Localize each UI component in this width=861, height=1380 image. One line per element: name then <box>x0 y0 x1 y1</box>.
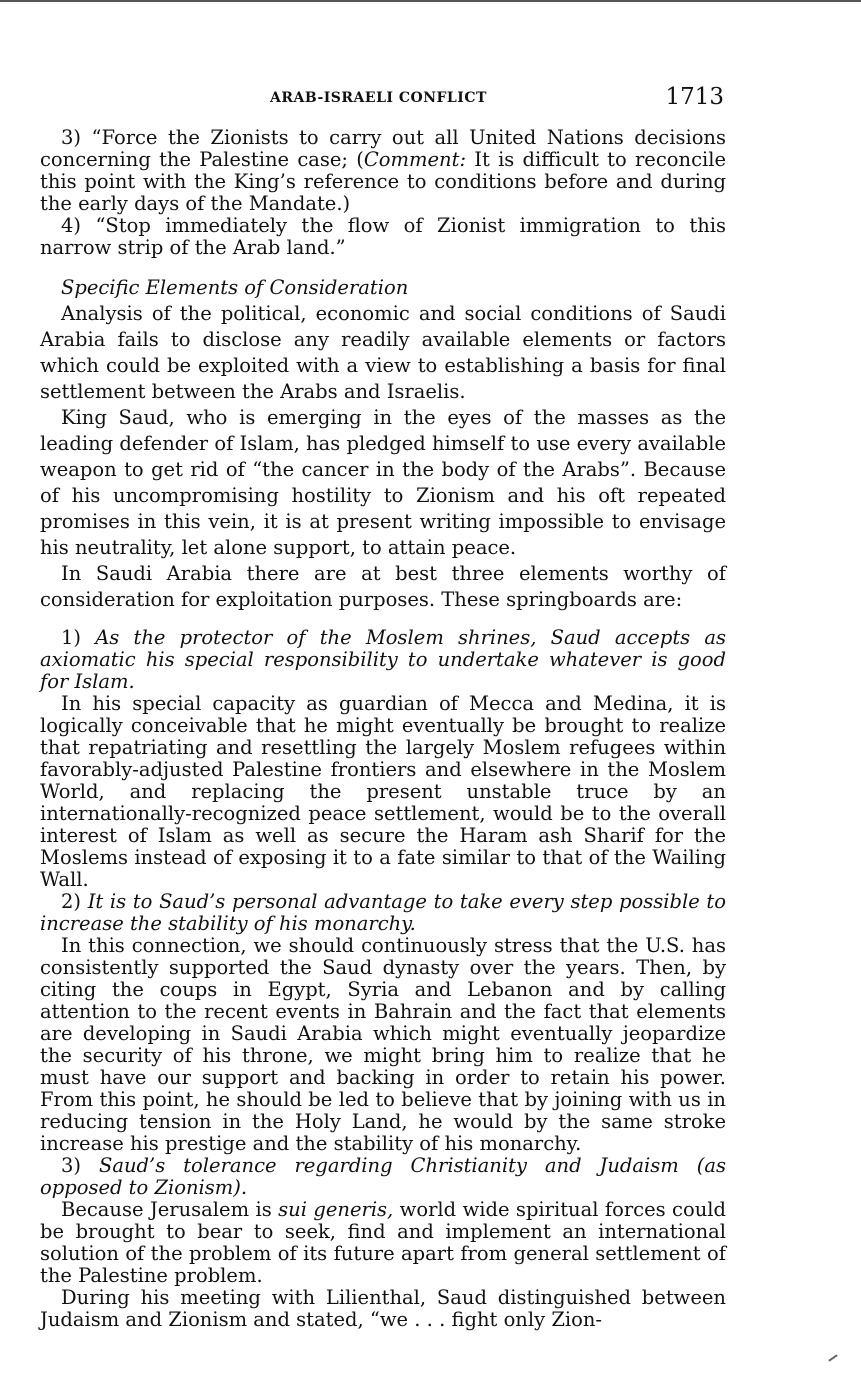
section-heading: Specific Elements of Consideration <box>61 276 409 299</box>
page-body <box>40 127 726 1331</box>
point-3-comment: It is difficult to reconcile this point with the King’s reference to conditions before and during the early days of the Mandate.) <box>40 148 727 215</box>
paragraph-king-saud: King Saud, who is emerging in the eyes of the masses as the leading defender of Islam, has pledged himself to use every available weapon to get rid of “the cancer in the body of the Arabs”. Because of his uncompromising hostility to Zionism and his oft repeated promises in this vein, it is at present writing impossible to envisage his neutrality, let alone support, to attain peace. <box>40 406 726 559</box>
element-3-body-end: world wide spiritual forces could be brought to bear to seek, find and implement an international solution of the problem of its future apart from general settlement of the Palestine problem. <box>40 1198 726 1287</box>
element-1-body: In his special capacity as guardian of Mecca and Medina, it is logically conceivable that he might eventually be brought to realize that repatriating and resettling the largely Moslem refugees within favorably-adjusted Palestine frontiers and elsewhere in the Moslem World, and replacing the present unstable truce by an internationally-recognized peace settlement, would be to the overall interest of Islam as well as secure the Haram ash Sharif for the Moslems instead of exposing it to a fate similar to that of the Wailing Wall. <box>40 692 726 891</box>
paragraph-point-3 <box>40 127 726 215</box>
element-3-title <box>40 1155 726 1199</box>
point-3-text: 3) “Force the Zionists to carry out all United Nations decisions concerning the Palestine case; ( <box>40 126 726 171</box>
paragraph-lilienthal: During his meeting with Lilienthal, Saud distinguished between Judaism and Zionism and stated, “we . . . fight only Zion- <box>40 1286 726 1331</box>
element-2-heading: It is to Saud’s personal advantage to take every step possible to increase the stability of his monarchy. <box>40 890 726 935</box>
element-3-heading: Saud’s tolerance regarding Christianity and Judaism (as opposed to Zionism). <box>40 1154 726 1199</box>
page-header <box>40 84 726 116</box>
scan-mark <box>828 1354 837 1361</box>
element-1-number: 1) <box>61 626 96 649</box>
paragraph-three-elements: In Saudi Arabia there are at best three elements worthy of consideration for exploitation purposes. These springboards are: <box>40 562 726 611</box>
element-2-body: In this connection, we should continuously stress that the U.S. has consistently supported the Saud dynasty over the years. Then, by citing the coups in Egypt, Syria and Lebanon and by calling attention to the recent events in Bahrain and the fact that elements are developing in Saudi Arabia which might eventually jeopardize the security of his throne, we might bring him to realize that he must have our support and backing in order to retain his power. From this point, he should be led to believe that by joining with us in reducing tension in the Holy Land, he would by the same stroke increase his prestige and the stability of his monarchy. <box>40 934 726 1155</box>
element-2-title <box>40 891 726 935</box>
element-1-heading: As the protector of the Moslem shrines, Saud accepts as axiomatic his special responsibility to undertake whatever is good for Islam. <box>40 626 726 693</box>
sui-generis-term: sui generis, <box>278 1198 394 1221</box>
top-border-rule <box>0 0 861 2</box>
comment-label: Comment: <box>363 148 467 171</box>
element-3-body <box>40 1199 726 1287</box>
running-title: ARAB-ISRAELI CONFLICT <box>270 90 487 106</box>
element-3-body-start: Because Jerusalem is <box>61 1198 279 1221</box>
element-1-title <box>40 627 726 693</box>
paragraph-analysis: Analysis of the political, economic and social conditions of Saudi Arabia fails to disclose any readily available elements or factors which could be exploited with a view to establishing a basis for final settlement between the Arabs and Israelis. <box>40 302 726 403</box>
element-3-number: 3) <box>61 1154 99 1177</box>
element-2-number: 2) <box>61 890 88 913</box>
paragraph-point-4: 4) “Stop immediately the flow of Zionist immigration to this narrow strip of the Arab land.” <box>40 214 726 259</box>
page-number: 1713 <box>665 84 724 110</box>
